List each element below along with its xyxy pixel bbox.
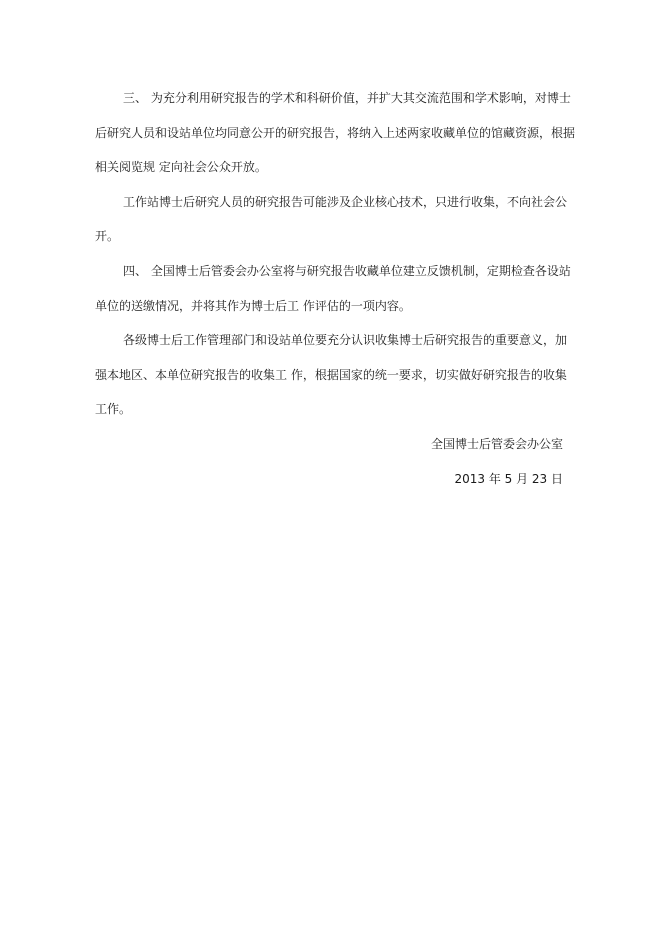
document-body <box>95 86 576 501</box>
paragraph-3-line-2: 后研究人员和设站单位均同意公开的研究报告，将纳入上述两家收藏单位的馆藏资源，根据 <box>95 125 576 140</box>
paragraph-4-line-2: 单位的送缴情况，并将其作为博士后工 作评估的一项内容。 <box>95 298 411 313</box>
signature: 全国博士后管委会办公室 <box>430 436 563 451</box>
paragraph-closing-line-1: 各级博士后工作管理部门和设站单位要充分认识收集博士后研究报告的重要意义，加 <box>123 333 568 348</box>
paragraph-closing-line-2: 强本地区、本单位研究报告的收集工 作，根据国家的统一要求，切实做好研究报告的收集 <box>95 367 567 382</box>
paragraph-3-line-3: 相关阅览规 定向社会公众开放。 <box>95 160 267 175</box>
date: 2013 年 5 月 23 日 <box>454 471 563 486</box>
paragraph-4-line-1: 四、 全国博士后管委会办公室将与研究报告收藏单位建立反馈机制，定期检查各设站 <box>123 263 571 278</box>
paragraph-3-line-1: 三、 为充分利用研究报告的学术和科研价值，并扩大其交流范围和学术影响，对博士 <box>123 91 571 105</box>
paragraph-workstation-line-1: 工作站博士后研究人员的研究报告可能涉及企业核心技术，只进行收集，不向社会公 <box>123 194 568 209</box>
paragraph-workstation-line-2: 开。 <box>95 229 120 244</box>
paragraph-closing-line-3: 工作。 <box>95 402 132 417</box>
